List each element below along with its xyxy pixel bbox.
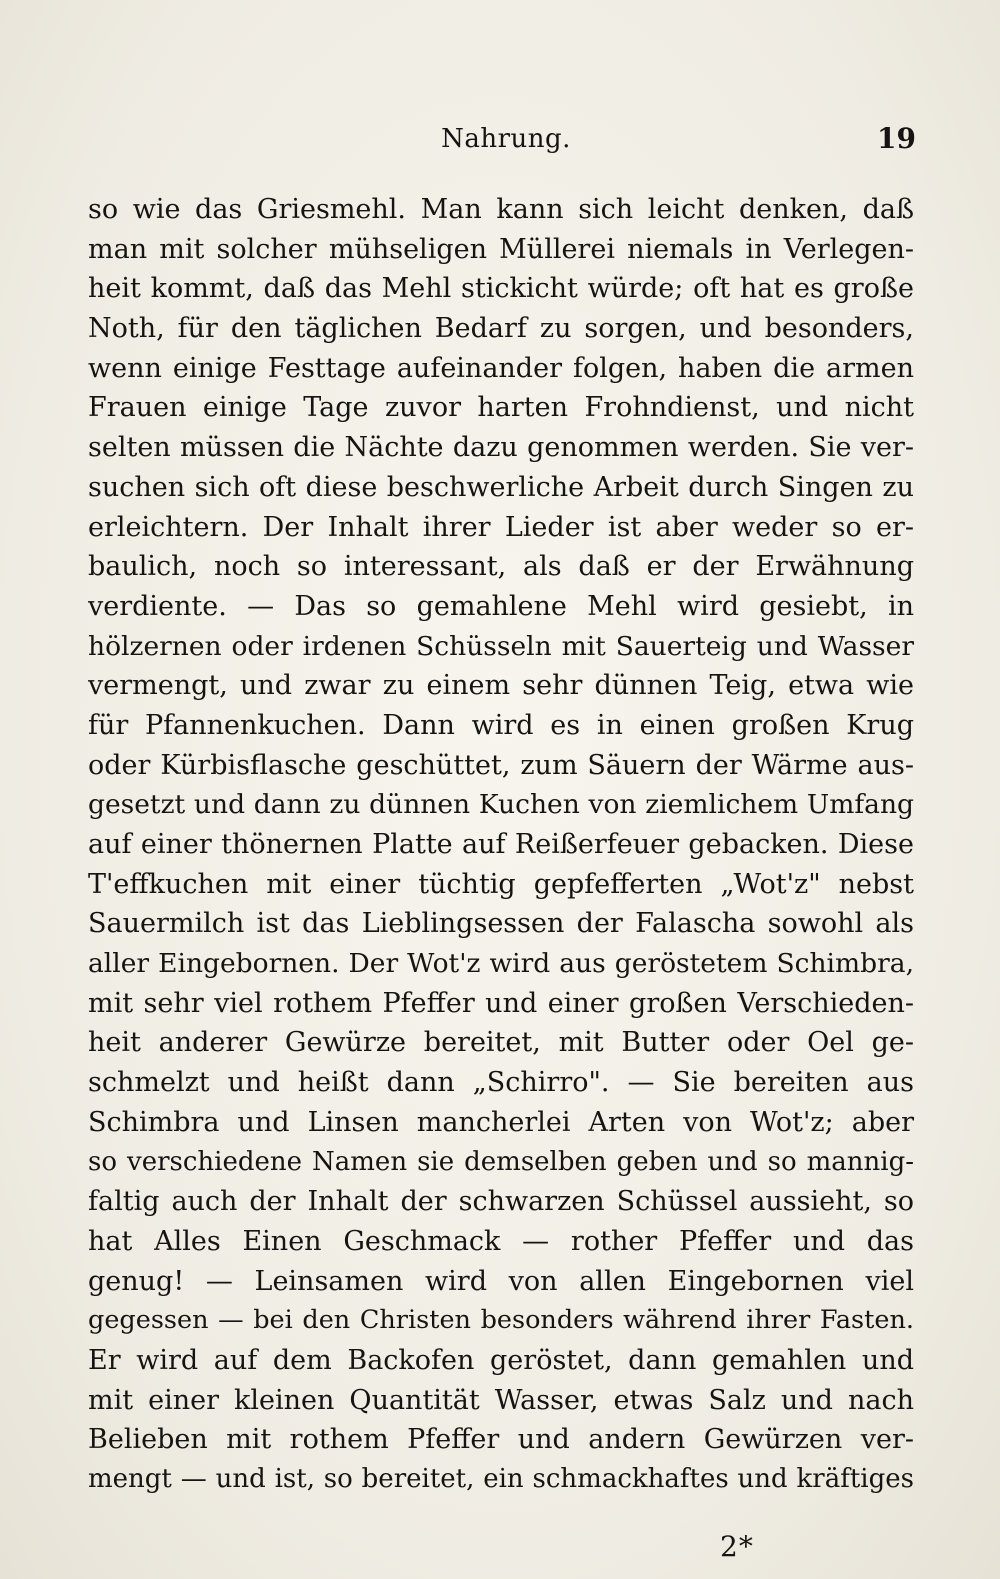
running-head-title: Nahrung. [441,124,571,154]
text-line: T'effkuchen mit einer tüchtig gepfefferten „Wot'z" nebst [88,868,914,900]
text-line: gesetzt und dann zu dünnen Kuchen von ziemlichem Umfang [88,789,914,821]
text-line: so wie das Griesmehl. Man kann sich leicht denken, daß [88,194,914,225]
page-number: 19 [877,122,916,155]
text-line: faltig auch der Inhalt der schwarzen Schüssel aussieht, so [88,1186,914,1218]
text-line: erleichtern. Der Inhalt ihrer Lieder ist aber weder so er- [88,511,914,543]
text-line: mit einer kleinen Quantität Wasser, etwas Salz und nach [88,1384,914,1416]
text-line: mengt — und ist, so bereitet, ein schmackhaftes und kräftiges [88,1464,914,1494]
text-line: Sauermilch ist das Lieblingsessen der Falascha sowohl als [88,908,914,940]
text-line: Noth, für den täglichen Bedarf zu sorgen, und besonders, [88,313,914,345]
text-line: heit kommt, daß das Mehl stickicht würde; oft hat es große [88,273,914,305]
text-line: auf einer thönernen Platte auf Reißerfeuer gebacken. Diese [88,829,914,860]
body-text [88,190,914,1500]
text-line: für Pfannenkuchen. Dann wird es in einen großen Krug [88,709,914,741]
text-line: vermengt, und zwar zu einem sehr dünnen Teig, etwa wie [88,670,914,702]
text-line: oder Kürbisflasche geschüttet, zum Säuern der Wärme aus- [88,749,914,781]
text-line: Frauen einige Tage zuvor harten Frohndienst, und nicht [88,392,914,424]
text-line: gegessen — bei den Christen besonders während ihrer Fasten. [88,1305,914,1336]
text-line: so verschiedene Namen sie demselben geben und so mannig- [88,1146,914,1177]
text-line: aller Eingebornen. Der Wot'z wird aus geröstetem Schimbra, [88,948,914,980]
text-line: hölzernen oder irdenen Schüsseln mit Sauerteig und Wasser [88,630,914,662]
running-head [90,118,922,162]
text-line: genug! — Leinsamen wird von allen Eingebornen viel [88,1265,914,1297]
text-line: hat Alles Einen Geschmack — rother Pfeffer und das [88,1225,914,1257]
text-line: baulich, noch so interessant, als daß er der Erwähnung [88,551,914,583]
signature-mark: 2* [720,1530,754,1563]
text-line: Er wird auf dem Backofen geröstet, dann gemahlen und [88,1344,914,1376]
text-line: selten müssen die Nächte dazu genommen werden. Sie ver- [88,432,914,464]
text-line: Schimbra und Linsen mancherlei Arten von Wot'z; aber [88,1106,914,1138]
text-line: mit sehr viel rothem Pfeffer und einer großen Verschieden- [88,987,914,1019]
text-line: verdiente. — Das so gemahlene Mehl wird gesiebt, in [88,590,914,622]
text-line: wenn einige Festtage aufeinander folgen, haben die armen [88,352,914,384]
text-line: man mit solcher mühseligen Müllerei niemals in Verlegen- [88,233,914,265]
text-line: schmelzt und heißt dann „Schirro". — Sie bereiten aus [88,1067,914,1099]
text-line: Belieben mit rothem Pfeffer und andern Gewürzen ver- [88,1424,914,1456]
text-line: suchen sich oft diese beschwerliche Arbeit durch Singen zu [88,471,914,503]
text-line: heit anderer Gewürze bereitet, mit Butter oder Oel ge- [88,1027,914,1059]
